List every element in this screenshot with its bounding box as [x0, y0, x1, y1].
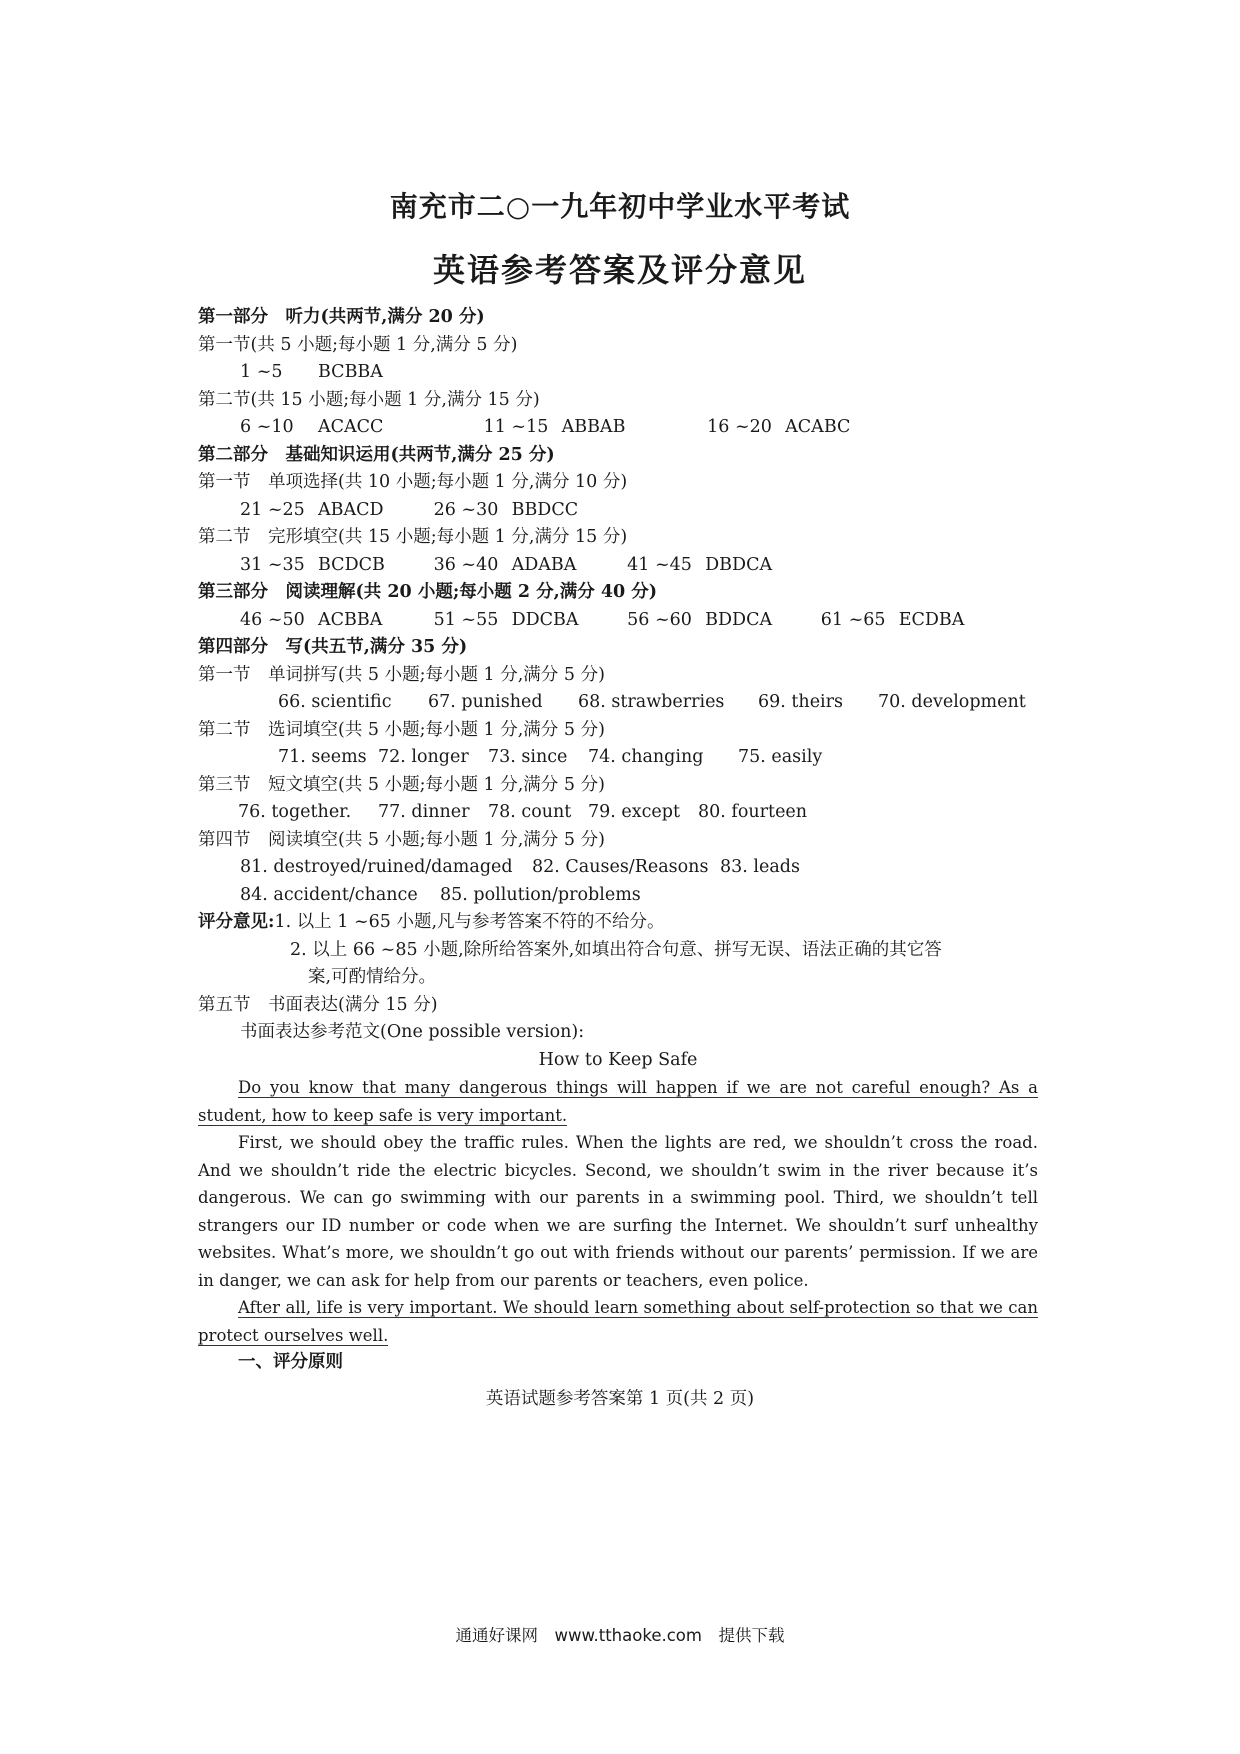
part3-heading: 第三部分 阅读理解(共 20 小题;每小题 2 分,满分 40 分) [198, 582, 658, 602]
part2-sec1-heading: 第一节 单项选择(共 10 小题;每小题 1 分,满分 10 分) [198, 472, 628, 492]
part2-sec2-heading: 第二节 完形填空(共 15 小题;每小题 1 分,满分 15 分) [198, 527, 628, 547]
answer-word: 70. development [878, 692, 1026, 712]
grading-note-2-cont: 案,可酌情给分。 [308, 967, 437, 987]
answer-range: 16 ~20 [707, 417, 772, 437]
answer-letters: BCDCB [318, 554, 385, 575]
answer-row [198, 359, 1038, 387]
part4-sec4-heading: 第四节 阅读填空(共 5 小题;每小题 1 分,满分 5 分) [198, 829, 605, 850]
page-number: 英语试题参考答案第 1 页(共 2 页) [485, 1389, 755, 1409]
underlined-text: After all, life is very important. We should learn something about self-protection so that we can protect ourselves well. [198, 1298, 1038, 1345]
page-title: 南充市二○一九年初中学业水平考试 [389, 190, 851, 223]
answer-row [198, 882, 1038, 910]
grading-note-1 [198, 909, 1038, 937]
answer-range: 31 ~35 [240, 554, 305, 575]
watermark-text: 通通好课网 www.tthaoke.com 提供下载 [455, 1626, 785, 1645]
answer-letters: BCBBA [318, 362, 383, 382]
answer-word: 83. leads [720, 857, 800, 877]
essay-title: How to Keep Safe [538, 1049, 698, 1070]
answer-word: 84. accident/chance [240, 884, 418, 905]
answer-letters: ACACC [318, 417, 384, 437]
answer-word: 81. destroyed/ruined/damaged [240, 857, 513, 877]
part4-sec5-heading: 第五节 书面表达(满分 15 分) [198, 994, 438, 1015]
answer-letters: BBDCC [511, 499, 579, 520]
answer-letters: ABACD [318, 499, 384, 520]
part4-heading: 第四部分 写(共五节,满分 35 分) [198, 637, 468, 657]
grading-note-2: 2. 以上 66 ~85 小题,除所给答案外,如填出符合句意、拼写无误、语法正确的其它答 [290, 939, 942, 960]
answer-letters: ACBBA [318, 609, 383, 630]
answer-letters: BDDCA [705, 609, 773, 630]
answer-word: 76. together. [238, 802, 352, 822]
answer-word: 73. since [488, 747, 568, 767]
answer-word: 78. count [488, 802, 572, 822]
answer-range: 56 ~60 [627, 609, 692, 630]
answer-word: 68. strawberries [578, 692, 725, 712]
answer-range: 21 ~25 [240, 499, 305, 520]
answer-word: 79. except [588, 802, 681, 822]
answer-range: 46 ~50 [240, 609, 305, 630]
part2-heading: 第二部分 基础知识运用(共两节,满分 25 分) [198, 444, 555, 465]
answer-range: 26 ~30 [433, 499, 499, 520]
answer-word: 77. dinner [378, 802, 470, 822]
part4-sec2-heading: 第二节 选词填空(共 5 小题;每小题 1 分,满分 5 分) [198, 719, 605, 740]
part4-sec1-heading: 第一节 单词拼写(共 5 小题;每小题 1 分,满分 5 分) [198, 664, 605, 685]
answer-range: 11 ~15 [483, 417, 549, 437]
answer-row [198, 854, 1038, 882]
answer-word: 75. easily [738, 747, 823, 767]
answer-letters: DBDCA [705, 554, 773, 575]
answer-range: 41 ~45 [627, 554, 692, 575]
answer-row [198, 744, 1038, 772]
sample-label: 书面表达参考范文(One possible version): [240, 1022, 585, 1042]
grading-text: 1. 以上 1 ~65 小题,凡与参考答案不符的不给分。 [274, 912, 665, 932]
answer-range: 61 ~65 [820, 609, 886, 630]
part1-sec2-heading: 第二节(共 15 小题;每小题 1 分,满分 15 分) [198, 389, 540, 410]
answer-word: 67. punished [428, 692, 543, 712]
answer-word: 80. fourteen [698, 802, 808, 822]
answer-range: 1 ~5 [240, 362, 283, 382]
answer-letters: ACABC [785, 417, 851, 437]
part1-sec1-heading: 第一节(共 5 小题;每小题 1 分,满分 5 分) [198, 334, 518, 355]
answer-range: 6 ~10 [240, 417, 294, 437]
answer-letters: ADABA [511, 554, 577, 575]
scoring-principle-heading: 一、评分原则 [238, 1352, 343, 1372]
part4-sec3-heading: 第三节 短文填空(共 5 小题;每小题 1 分,满分 5 分) [198, 774, 605, 795]
answer-word: 74. changing [588, 747, 704, 767]
answer-word: 82. Causes/Reasons [532, 857, 709, 877]
part1-heading: 第一部分 听力(共两节,满分 20 分) [198, 307, 485, 327]
answer-word: 66. scientific [278, 692, 392, 712]
underlined-text: Do you know that many dangerous things will happen if we are not careful enough? As a student, how to keep safe is very important. [198, 1078, 1038, 1125]
answer-letters: ABBAB [561, 417, 626, 437]
essay-paragraph [198, 1294, 1038, 1349]
answer-range: 36 ~40 [433, 554, 499, 575]
answer-row [198, 799, 1038, 827]
essay-paragraph: First, we should obey the traffic rules. When the lights are red, we shouldn’t cross the road. And we shouldn’t ride the electric bicycles. Second, we shouldn’t swim in the river because it’s dangerous. We can go swimming with our parents in a swimming pool. Third, we shouldn’t tell strangers our ID number or code when we are surfing the Internet. We shouldn’t surf unhealthy websites. What’s more, we shouldn’t go out with friends without our parents’ permission. If we are in danger, we can ask for help from our parents or teachers, even police. [198, 1133, 1038, 1290]
answer-letters: DDCBA [511, 609, 579, 630]
answer-word: 71. seems [278, 747, 367, 767]
answer-row [198, 607, 1038, 635]
answer-word: 85. pollution/problems [440, 884, 641, 905]
essay-paragraph [198, 1074, 1038, 1129]
page-subtitle: 英语参考答案及评分意见 [432, 251, 807, 289]
answer-word: 72. longer [378, 747, 469, 767]
answer-letters: ECDBA [898, 609, 965, 630]
answer-row [198, 552, 1038, 580]
answer-row [198, 689, 1038, 717]
answer-key [198, 304, 1038, 1377]
answer-word: 69. theirs [758, 692, 843, 712]
answer-row [198, 497, 1038, 525]
answer-row [198, 414, 1038, 442]
answer-range: 51 ~55 [433, 609, 499, 630]
grading-label: 评分意见: [198, 912, 275, 932]
